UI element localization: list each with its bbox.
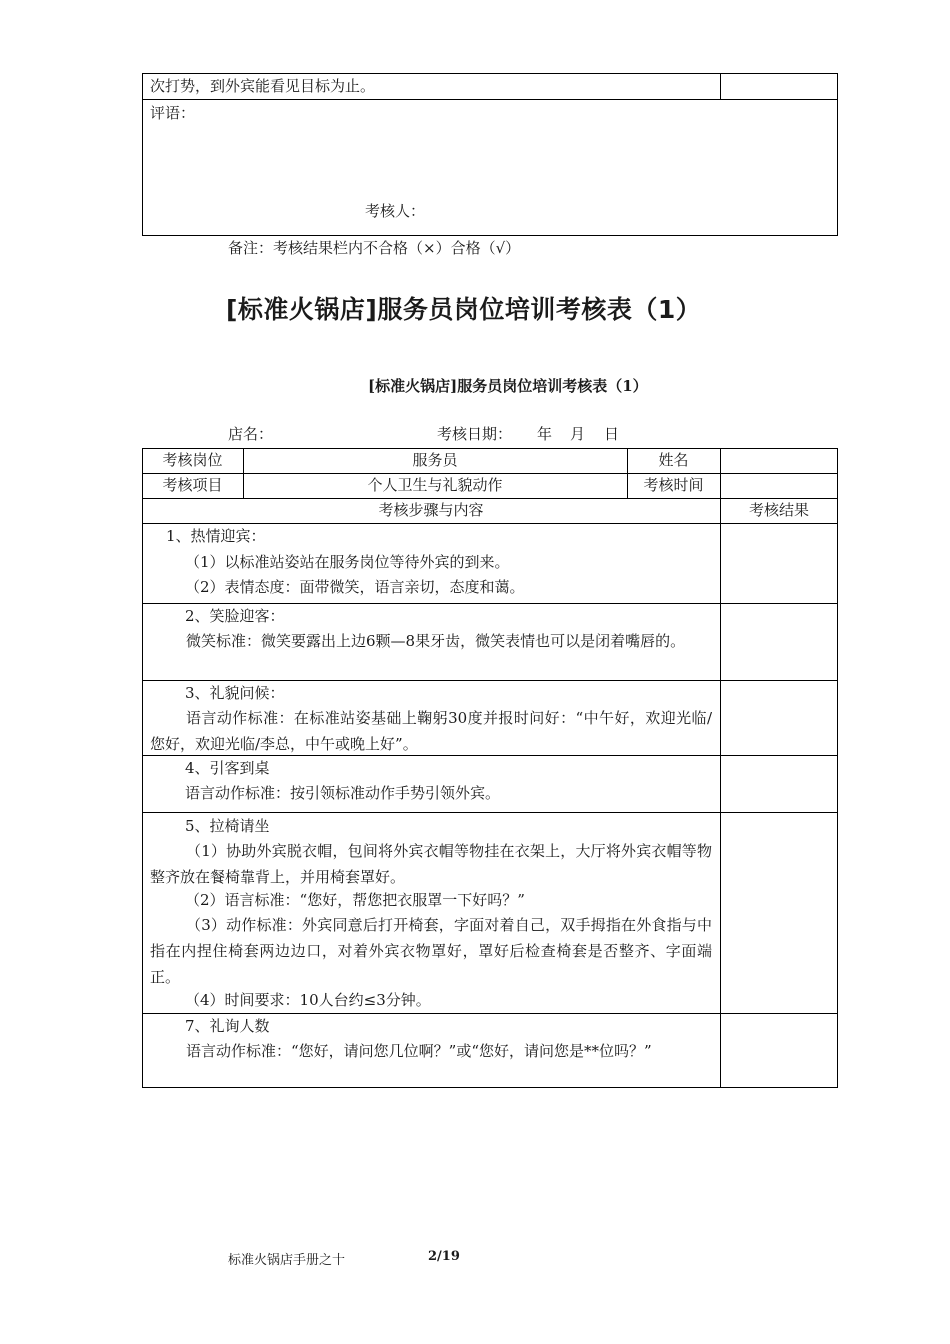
step-line: （1）以标准站姿站在服务岗位等待外宾的到来。 xyxy=(185,553,510,571)
item-value: 个人卫生与礼貌动作 xyxy=(367,476,503,494)
item-label: 考核项目 xyxy=(162,476,223,494)
top-table-row-text: 次打势，到外宾能看见目标为止。 xyxy=(150,77,376,95)
top-table-col-divider xyxy=(720,73,721,100)
name-label: 姓名 xyxy=(658,451,689,469)
step-title: 7、礼询人数 xyxy=(185,1017,270,1035)
date-month: 月 xyxy=(570,425,586,443)
step-line: （3）动作标准：外宾同意后打开椅套，字面对着自己，双手拇指在外食指与中指在内捏住椅套两边边口，对着外宾衣物罩好，罩好后检查椅套是否整齐、字面端正。 xyxy=(150,916,712,986)
page-title: [标准火锅店]服务员岗位培训考核表（1） xyxy=(226,295,702,324)
date-year: 年 xyxy=(537,425,553,443)
step-line: 语言动作标准：“您好，请问您几位啊？”或“您好，请问您是**位吗？” xyxy=(186,1042,652,1060)
time-field[interactable] xyxy=(721,474,837,498)
position-value: 服务员 xyxy=(412,451,458,469)
footer-manual: 标准火锅店手册之十 xyxy=(228,1253,346,1268)
steps-header: 考核步骤与内容 xyxy=(378,501,484,519)
position-label: 考核岗位 xyxy=(162,451,223,469)
step-line: （4）时间要求：10人台约≤3分钟。 xyxy=(185,991,431,1009)
comment-label: 评语： xyxy=(150,104,196,122)
step-line: 语言动作标准：在标准站姿基础上鞠躬30度并报时问好：“中午好，欢迎光临/您好，欢迎光临/李总，中午或晚上好”。 xyxy=(150,709,712,753)
row-line xyxy=(142,812,838,813)
step-title: 2、笑脸迎客： xyxy=(185,607,285,625)
assessment-date-label: 考核日期： xyxy=(437,425,513,443)
result-header: 考核结果 xyxy=(748,501,809,519)
time-label: 考核时间 xyxy=(643,476,704,494)
top-table-divider xyxy=(142,99,838,100)
col-line xyxy=(720,448,721,1088)
result-note: 备注：考核结果栏内不合格（×）合格（√） xyxy=(228,239,521,257)
form-title: [标准火锅店]服务员岗位培训考核表（1） xyxy=(368,377,648,395)
step-line: （2）表情态度：面带微笑，语言亲切，态度和蔼。 xyxy=(185,578,525,596)
step-title: 1、热情迎宾： xyxy=(166,527,266,545)
step-title: 3、礼貌问候： xyxy=(185,684,285,702)
step-line: 语言动作标准：按引领标准动作手势引领外宾。 xyxy=(185,784,501,802)
name-field[interactable] xyxy=(721,449,837,473)
step-title: 5、拉椅请坐 xyxy=(185,817,270,835)
step-line: 微笑标准：微笑要露出上边6颗—8果牙齿，微笑表情也可以是闭着嘴唇的。 xyxy=(186,632,686,650)
store-name-label: 店名： xyxy=(228,425,274,443)
step-title: 4、引客到桌 xyxy=(185,759,270,777)
date-day: 日 xyxy=(604,425,620,443)
footer-page-number: 2/19 xyxy=(428,1249,460,1264)
step-line: （1）协助外宾脱衣帽，包间将外宾衣帽等物挂在衣架上，大厅将外宾衣帽等物整齐放在餐椅靠背上，并用椅套罩好。 xyxy=(150,842,712,886)
assessor-label: 考核人： xyxy=(365,202,426,220)
step-line: （2）语言标准：“您好，帮您把衣服罩一下好吗？” xyxy=(185,891,525,909)
